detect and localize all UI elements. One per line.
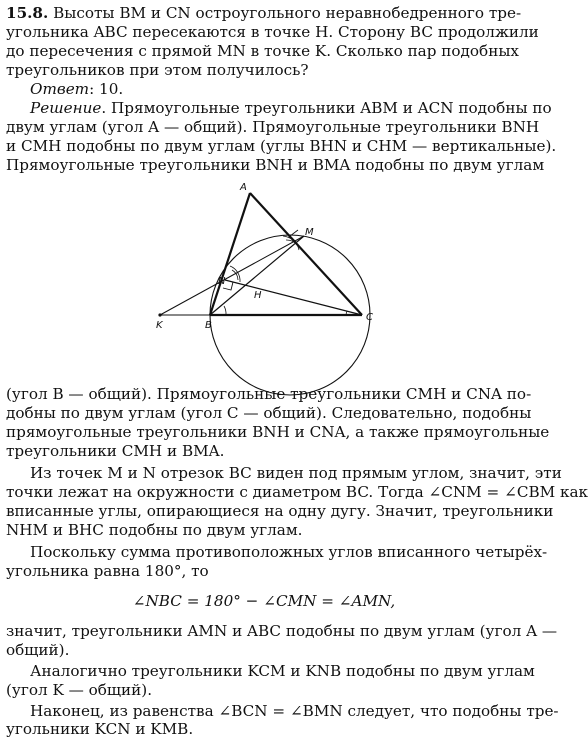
answer-line (30, 80, 123, 99)
display-formula: ∠NBC = 180° − ∠CMN = ∠AMN, (132, 592, 396, 610)
solution-line-12: NHM и BHC подобны по двум углам. (6, 521, 303, 539)
solution-line-15: значит, треугольники AMN и ABC подобны по двум углам (угол A — (6, 622, 558, 640)
label-h: H (254, 290, 262, 301)
answer-value: : 10. (89, 80, 124, 98)
altitude-cn (225, 280, 362, 315)
solution-line-3: и CMH подобны по двум углам (углы BHN и CHM — вертикальные). (6, 137, 557, 155)
problem-line-4: треугольников при этом получилось? (6, 61, 309, 79)
solution-line-16: общий). (6, 641, 70, 659)
solution-line-8: треугольники CMH и BMA. (6, 442, 225, 460)
side-ab (210, 193, 250, 315)
solution-line-13: Поскольку сумма противоположных углов вписанного четырёх- (30, 543, 548, 561)
solution-line-7: прямоугольные треугольники BNH и CNA, а также прямоугольные (6, 423, 550, 441)
label-m: M (305, 227, 314, 238)
solution-line-4: Прямоугольные треугольники BNH и BMA подобны по двум углам (6, 156, 545, 174)
solution-line-2: двум углам (угол A — общий). Прямоугольные треугольники BNH (6, 118, 540, 136)
point-k (158, 313, 161, 316)
side-ac (250, 193, 362, 315)
solution-line-19: Наконец, из равенства ∠BCN = ∠BMN следует, что подобны тре- (30, 702, 559, 720)
answer-label: Ответ (30, 80, 90, 98)
problem-line-1: 15.8. Высоты BM и CN остроугольного неравнобедренного тре- (6, 4, 522, 22)
problem-line-2: угольника ABC пересекаются в точке H. Сторону BC продолжили (6, 23, 539, 41)
label-c: C (366, 312, 373, 323)
label-b: B (205, 320, 212, 331)
label-a: A (240, 182, 247, 193)
solution-line-20: угольники KCN и KMB. (6, 720, 194, 738)
problem-line-3: до пересечения с прямой MN в точке K. Сколько пар подобных (6, 42, 519, 60)
solution-line-1: Решение. Прямоугольные треугольники ABM и ACN подобны по (30, 99, 552, 117)
solution-line-6: добны по двум углам (угол C — общий). Следовательно, подобны (6, 404, 532, 422)
solution-line-11: вписанные углы, опирающиеся на одну дугу. Значит, треугольники (6, 502, 554, 520)
solution-label: Решение (30, 99, 102, 117)
solution-line-14: угольника равна 180°, то (6, 562, 209, 580)
solution-line-5: (угол B — общий). Прямоугольные треугольники CMH и CNA по- (6, 385, 532, 403)
label-k: K (156, 320, 163, 331)
solution-line-18: (угол K — общий). (6, 681, 153, 699)
geometry-figure (150, 180, 390, 380)
solution-line-10: точки лежат на окружности с диаметром BC. Тогда ∠CNM = ∠CBM как (6, 483, 588, 501)
solution-line-17: Аналогично треугольники KCM и KNB подобны по двум углам (30, 662, 535, 680)
angle-arc-b (224, 306, 226, 315)
label-n: N (218, 276, 226, 287)
solution-line-9: Из точек M и N отрезок BC виден под прямым углом, значит, эти (30, 464, 562, 482)
problem-number: 15.8. (6, 4, 49, 22)
